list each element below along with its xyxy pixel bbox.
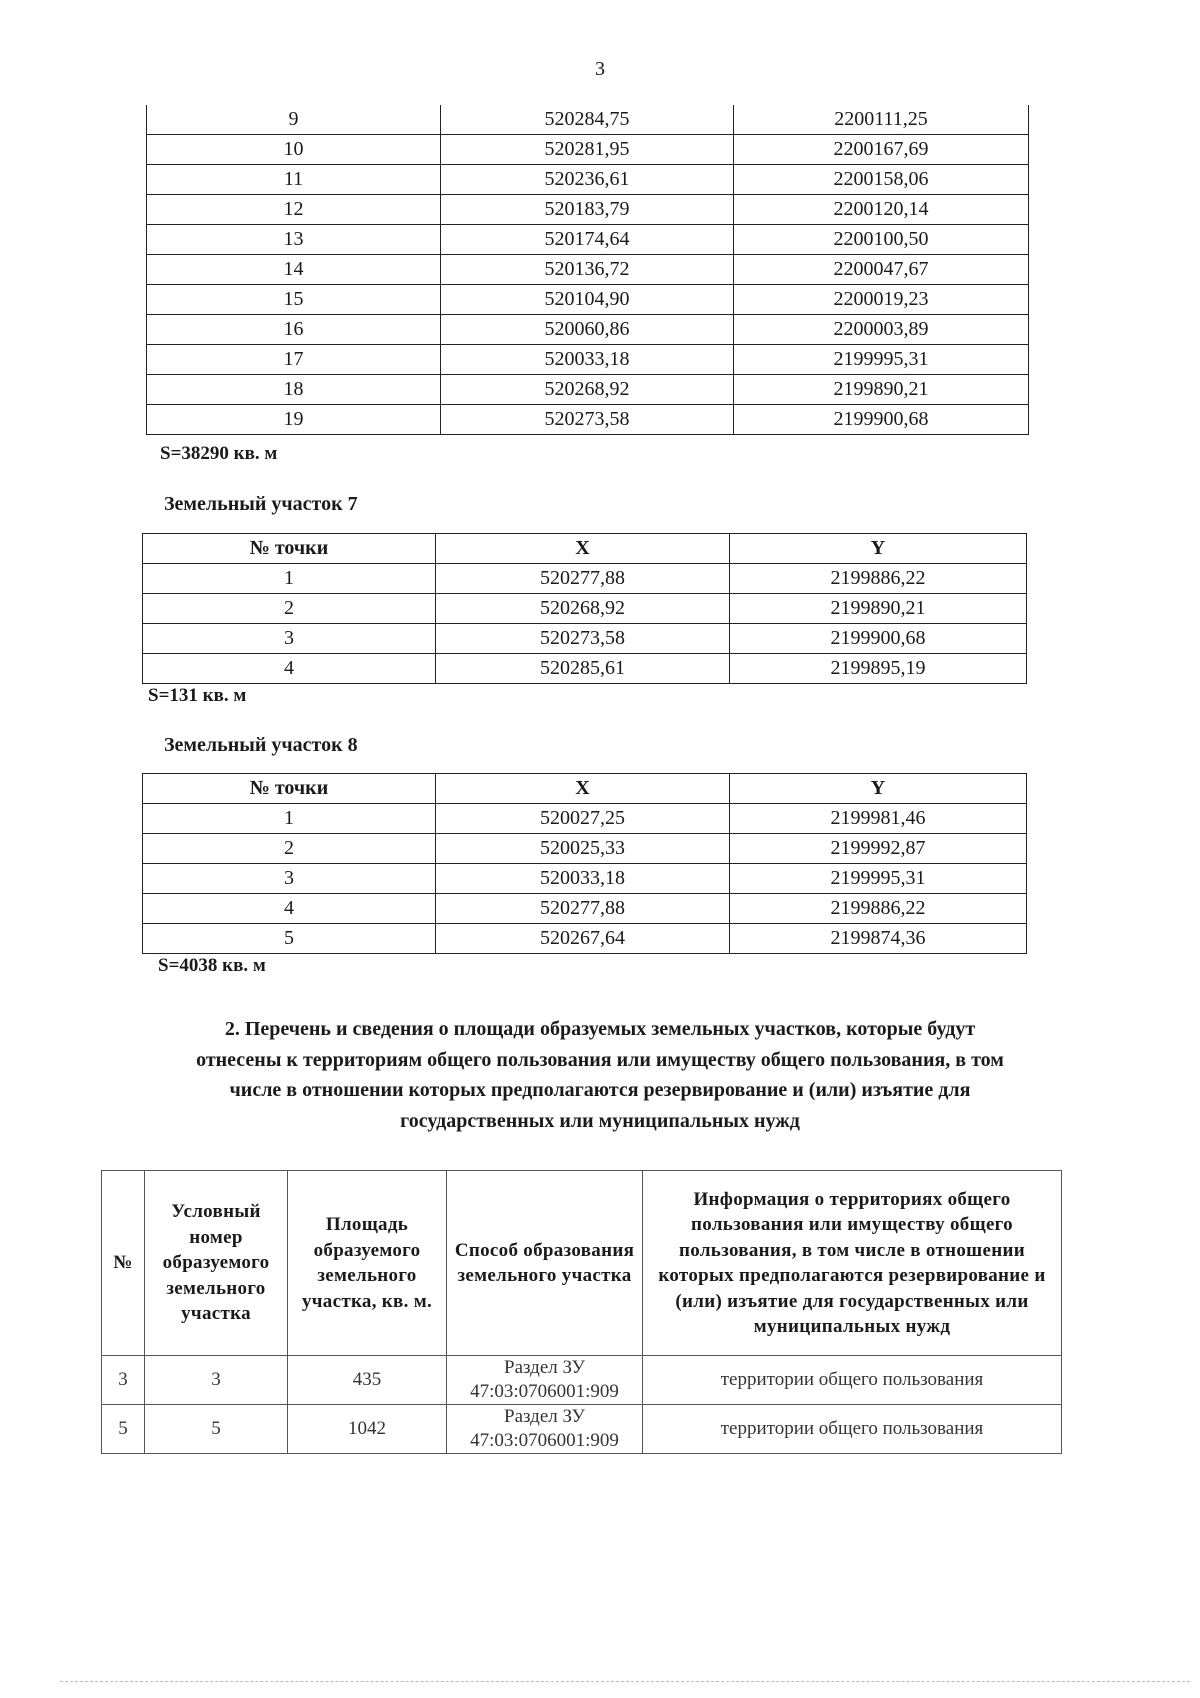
table-row [102, 1405, 1062, 1454]
area-total-plot6: S=38290 кв. м [160, 443, 278, 464]
cell-point: 11 [147, 165, 441, 195]
cell-point: 17 [147, 345, 441, 375]
cell-y: 2199886,22 [730, 564, 1027, 594]
table-header-row [143, 774, 1027, 804]
cell-x: 520281,95 [441, 135, 734, 165]
cell-info: территории общего пользования [643, 1405, 1062, 1454]
area-total-plot8: S=4038 кв. м [158, 955, 266, 976]
cell-point: 1 [143, 564, 436, 594]
cell-point: 3 [143, 624, 436, 654]
cell-y: 2199981,46 [730, 804, 1027, 834]
cell-point: 1 [143, 804, 436, 834]
table-row [147, 105, 1029, 135]
page-number: 3 [595, 58, 605, 80]
cell-y: 2199890,21 [730, 594, 1027, 624]
table-row [143, 594, 1027, 624]
cell-num: 3 [102, 1356, 145, 1405]
header-cond-number: Условный номер образуемого земельного участка [145, 1171, 288, 1356]
cell-cond-number: 5 [145, 1405, 288, 1454]
table-row [147, 315, 1029, 345]
header-point: № точки [143, 774, 436, 804]
heading-line: 2. Перечень и сведения о площади образуемых земельных участков, которые будут [224, 1018, 976, 1040]
cell-x: 520284,75 [441, 105, 734, 135]
table-row [143, 864, 1027, 894]
cell-x: 520267,64 [436, 924, 730, 954]
cell-x: 520236,61 [441, 165, 734, 195]
cell-area: 1042 [288, 1405, 447, 1454]
section2-heading [110, 1014, 1090, 1136]
plot8-title: Земельный участок 8 [164, 734, 358, 756]
cell-point: 19 [147, 405, 441, 435]
cell-y: 2199890,21 [734, 375, 1029, 405]
cell-point: 15 [147, 285, 441, 315]
cell-y: 2199874,36 [730, 924, 1027, 954]
cell-y: 2199886,22 [730, 894, 1027, 924]
cell-x: 520277,88 [436, 564, 730, 594]
header-x: X [436, 534, 730, 564]
cell-y: 2200111,25 [734, 105, 1029, 135]
table-header-row [143, 534, 1027, 564]
cell-x: 520268,92 [436, 594, 730, 624]
method-line: Раздел ЗУ [504, 1406, 585, 1427]
table-row [143, 624, 1027, 654]
cell-point: 3 [143, 864, 436, 894]
cell-x: 520277,88 [436, 894, 730, 924]
heading-line: государственных или муниципальных нужд [400, 1109, 800, 1132]
cell-x: 520136,72 [441, 255, 734, 285]
cell-area: 435 [288, 1356, 447, 1405]
cell-point: 18 [147, 375, 441, 405]
table-row [147, 135, 1029, 165]
cell-y: 2200120,14 [734, 195, 1029, 225]
cell-point: 2 [143, 834, 436, 864]
cell-point: 2 [143, 594, 436, 624]
header-point: № точки [143, 534, 436, 564]
cell-y: 2199992,87 [730, 834, 1027, 864]
header-x: X [436, 774, 730, 804]
plot7-title: Земельный участок 7 [164, 493, 358, 515]
cell-x: 520183,79 [441, 195, 734, 225]
table-row [102, 1356, 1062, 1405]
cell-point: 10 [147, 135, 441, 165]
table-row [143, 834, 1027, 864]
cell-y: 2200167,69 [734, 135, 1029, 165]
plot7-coordinates-table [142, 533, 1027, 684]
cell-y: 2200047,67 [734, 255, 1029, 285]
table-row [147, 405, 1029, 435]
cell-point: 4 [143, 894, 436, 924]
cell-point: 14 [147, 255, 441, 285]
cell-method [447, 1356, 643, 1405]
cell-cond-number: 3 [145, 1356, 288, 1405]
cell-method [447, 1405, 643, 1454]
cell-point: 9 [147, 105, 441, 135]
scan-artifact-divider [60, 1681, 1190, 1682]
cell-point: 16 [147, 315, 441, 345]
cell-x: 520273,58 [441, 405, 734, 435]
table-row [147, 195, 1029, 225]
header-method: Способ образования земельного участка [447, 1171, 643, 1356]
cell-y: 2200100,50 [734, 225, 1029, 255]
cell-y: 2199995,31 [730, 864, 1027, 894]
cell-x: 520033,18 [441, 345, 734, 375]
table-row [147, 225, 1029, 255]
table-row [147, 165, 1029, 195]
cell-x: 520060,86 [441, 315, 734, 345]
cell-y: 2199900,68 [734, 405, 1029, 435]
cell-point: 12 [147, 195, 441, 225]
area-total-plot7: S=131 кв. м [148, 685, 247, 706]
cell-num: 5 [102, 1405, 145, 1454]
cell-info: территории общего пользования [643, 1356, 1062, 1405]
table-row [147, 285, 1029, 315]
coordinates-table-continuation [146, 105, 1029, 435]
heading-line: отнесены к территориям общего пользования или имуществу общего пользования, в том [196, 1048, 1004, 1071]
cell-x: 520174,64 [441, 225, 734, 255]
plot8-coordinates-table [142, 773, 1027, 954]
cell-x: 520027,25 [436, 804, 730, 834]
cell-y: 2200019,23 [734, 285, 1029, 315]
table-row [143, 924, 1027, 954]
cell-y: 2199900,68 [730, 624, 1027, 654]
method-cadastral: 47:03:0706001:909 [470, 1430, 619, 1451]
table-header-row [102, 1171, 1062, 1356]
cell-x: 520285,61 [436, 654, 730, 684]
header-y: Y [730, 774, 1027, 804]
header-y: Y [730, 534, 1027, 564]
cell-x: 520273,58 [436, 624, 730, 654]
cell-point: 5 [143, 924, 436, 954]
cell-y: 2200003,89 [734, 315, 1029, 345]
method-cadastral: 47:03:0706001:909 [470, 1381, 619, 1402]
table-row [147, 345, 1029, 375]
table-row [147, 255, 1029, 285]
cell-x: 520033,18 [436, 864, 730, 894]
cell-y: 2200158,06 [734, 165, 1029, 195]
table-row [143, 654, 1027, 684]
table-row [147, 375, 1029, 405]
cell-point: 4 [143, 654, 436, 684]
table-row [143, 894, 1027, 924]
table-row [143, 804, 1027, 834]
cell-x: 520268,92 [441, 375, 734, 405]
cell-x: 520104,90 [441, 285, 734, 315]
cell-y: 2199995,31 [734, 345, 1029, 375]
cell-x: 520025,33 [436, 834, 730, 864]
header-area: Площадь образуемого земельного участка, кв. м. [288, 1171, 447, 1356]
cell-y: 2199895,19 [730, 654, 1027, 684]
heading-line: числе в отношении которых предполагаются резервирование и (или) изъятие для [229, 1079, 971, 1101]
method-line: Раздел ЗУ [504, 1357, 585, 1378]
land-plots-list-table [101, 1170, 1062, 1454]
coordinates-table-body [147, 105, 1029, 435]
cell-point: 13 [147, 225, 441, 255]
header-info: Информация о территориях общего пользования или имуществу общего пользования, в том числе в отношении которых предполагаются резервирование и (или) изъятие для государственных или муниципальных нужд [643, 1171, 1062, 1356]
header-num: № [102, 1171, 145, 1356]
table-row [143, 564, 1027, 594]
